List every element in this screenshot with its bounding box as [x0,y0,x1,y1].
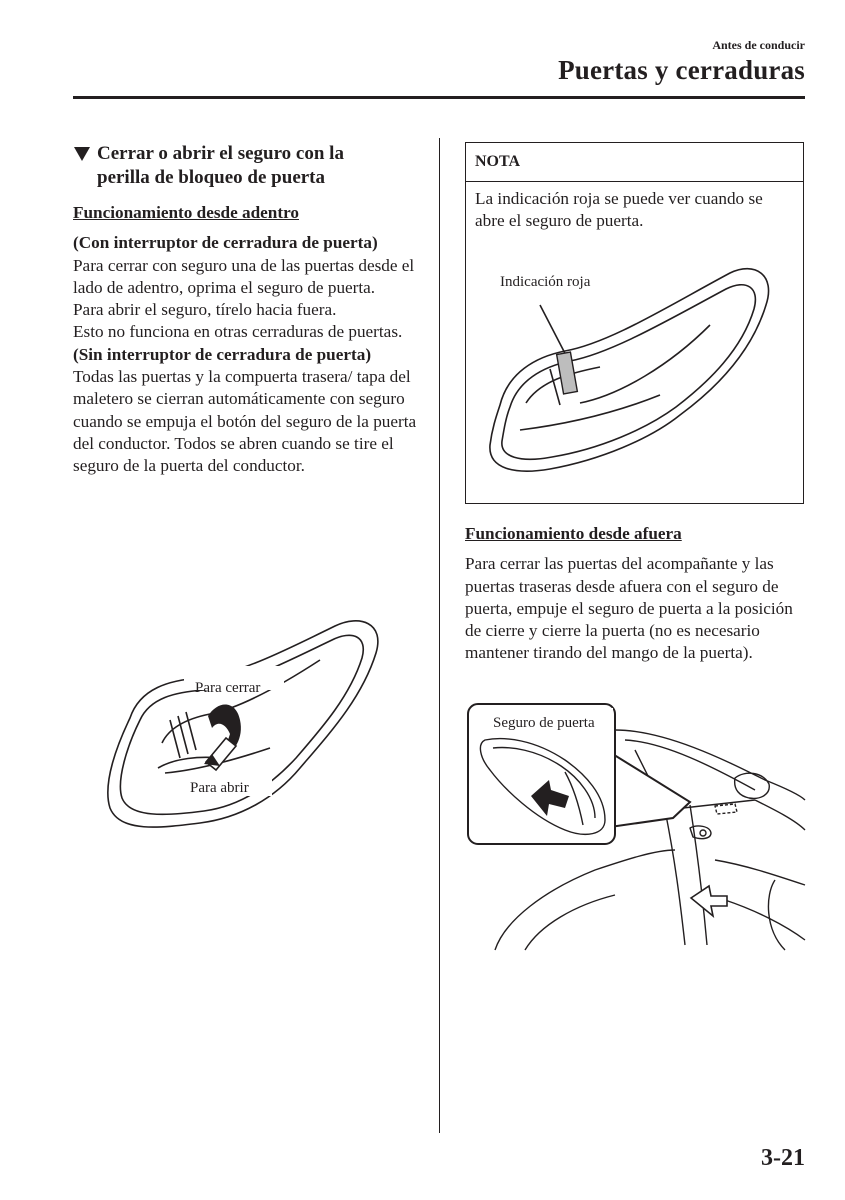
section-heading [73,142,418,189]
with-switch-paragraph-1: Para cerrar con seguro una de las puertas desde el lado de adentro, oprima el seguro de puerta. [73,255,415,297]
door-lock-label: Seguro de puerta [493,715,595,731]
exterior-door-figure [465,700,810,955]
heading-line-2: perilla de bloqueo de puerta [97,166,326,188]
heading-line-1: Cerrar o abrir el seguro con la [97,143,344,164]
section-label: Antes de conducir [712,38,805,52]
right-column [465,523,805,665]
with-switch-paragraph-2: Para abrir el seguro, tírelo hacia fuera. [73,300,337,320]
left-column [73,142,418,478]
note-body: La indicación roja se puede ver cuando se abre el seguro de puerta. [475,189,763,231]
without-switch-label: (Sin interruptor de cerradura de puerta) [73,344,372,364]
with-switch-label: (Con interruptor de cerradura de puerta) [73,233,378,253]
page-title: Puertas y cerraduras [558,55,805,85]
column-divider [439,138,440,1133]
heading-triangle-icon [73,142,97,189]
with-switch-paragraph-3: Esto no funciona en otras cerraduras de puertas. [73,322,403,342]
page-number: 3-21 [761,1145,805,1171]
lock-label: Para cerrar [195,680,261,696]
without-switch-paragraph: Todas las puertas y la compuerta trasera/ tapa del maletero se cierran automáticamente con seguro cuando se empuja el botón del seguro de la puerta del conductor. Todos se abren cuando se tire el seguro de la puerta del conductor. [73,367,417,476]
unlock-arrow-icon [204,738,236,770]
note-title: NOTA [466,143,803,182]
inside-handle-figure [100,608,390,838]
subhead-outside: Funcionamiento desde afuera [465,524,682,543]
outside-paragraph: Para cerrar las puertas del acompañante y las puertas traseras desde afuera con el seguro de puerta, empuje el seguro de puerta a la posición de cierre y cierre la puerta (no es necesario mantener tirando del mango de la puerta). [465,554,793,663]
header-rule [73,96,805,99]
unlock-label: Para abrir [190,780,249,796]
red-indicator-label: Indicación roja [500,274,591,290]
subhead-inside: Funcionamiento desde adentro [73,203,299,222]
red-indicator-figure [480,255,780,485]
door-lock-arrow-icon [691,886,727,916]
